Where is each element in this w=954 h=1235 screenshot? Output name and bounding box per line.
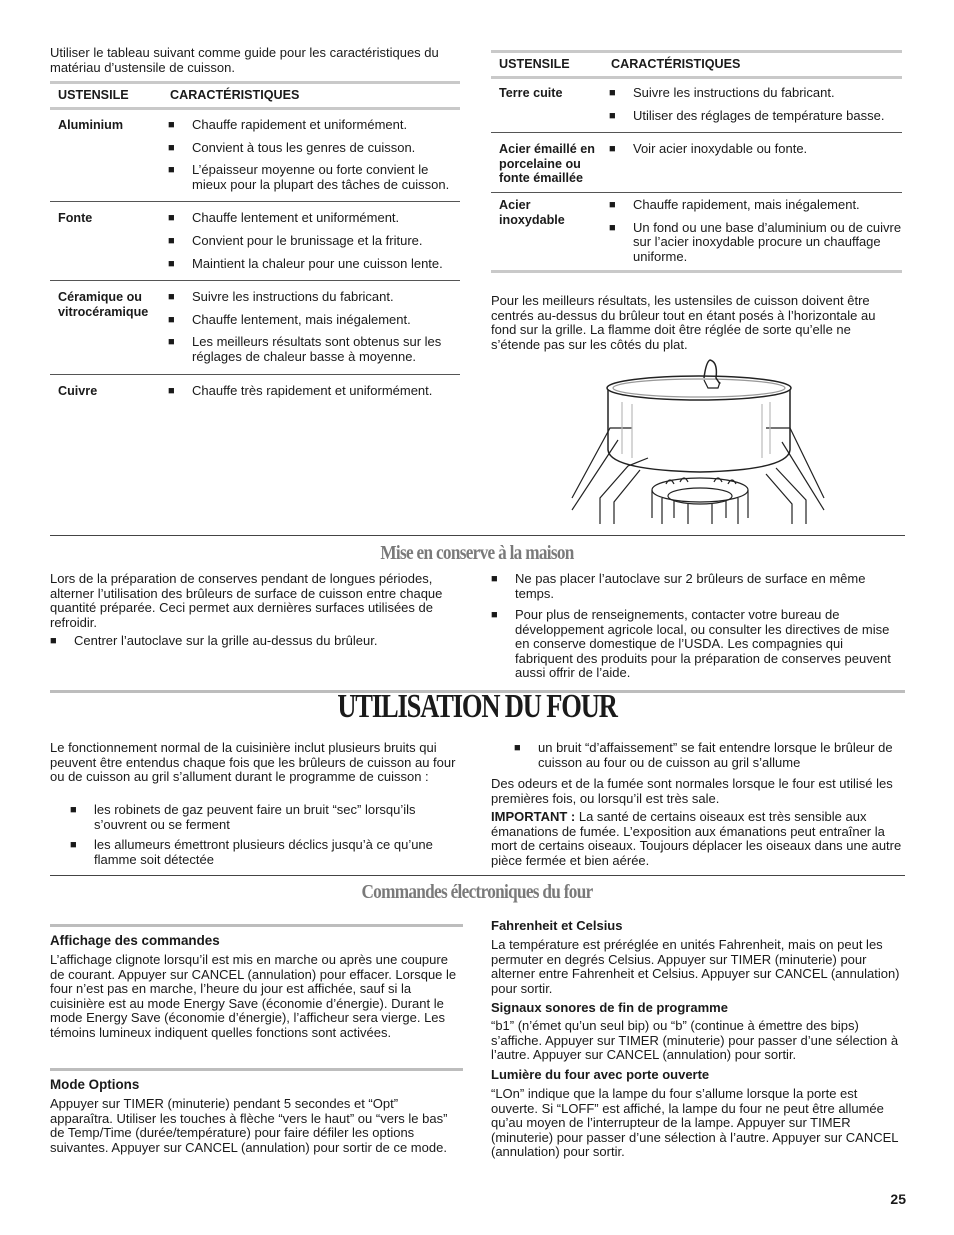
cookware-name: Fonte (58, 211, 93, 226)
characteristic: L’épaisseur moyenne ou forte convient le mieux pour la plupart des tâches de cuisson. (192, 162, 450, 192)
subsection-bar (50, 924, 463, 927)
list-item-text: les robinets de gaz peuvent faire un bruit “sec” lorsqu’ils s’ouvrent ou se ferment (94, 802, 416, 832)
list-item (70, 803, 462, 832)
bullet-icon: ■ (491, 609, 498, 621)
list-item (70, 838, 462, 867)
table-header (50, 81, 460, 110)
bullet-icon: ■ (514, 742, 521, 754)
page-title: UTILISATION DU FOUR (337, 688, 617, 725)
bullet-icon: ■ (609, 221, 616, 234)
header-characteristics: CARACTÉRISTIQUES (170, 88, 300, 103)
table-header (491, 50, 902, 79)
bullet-icon: ■ (168, 384, 175, 397)
list-item-text: Pour plus de renseignements, contacter votre bureau de développement agricole local, ou consulter les directives de mise en conserve domestique de l’USDA. Les compagnies qui fabriquent des produits pour la préparation de conserves peuvent aussi offrir de l’aide. (515, 607, 891, 681)
page-number: 25 (890, 1191, 906, 1207)
mode-paragraph: Appuyer sur TIMER (minuterie) pendant 5 secondes et “Opt” apparaîtra. Utiliser les touches à flèche “vers le haut” ou “vers le bas” de Temp/Time (durée/température) pour faire défiler les options suivantes. Appuyer sur CANCEL (annulation) pour sortir de ce mode. (50, 1096, 448, 1155)
list-item-text: les allumeurs émettront plusieurs déclics jusqu’à ce qu’une flamme soit détectée (94, 837, 433, 867)
intro-text: Utiliser le tableau suivant comme guide pour les caractéristiques du matériau d’ustensile de cuisson. (50, 45, 439, 75)
characteristic: Les meilleurs résultats sont obtenus sur les réglages de chaleur basse à moyenne. (192, 334, 442, 364)
cookware-name: Acier émaillé en porcelaine ou fonte émaillée (499, 142, 595, 186)
header-characteristics: CARACTÉRISTIQUES (611, 57, 741, 72)
bullet-icon: ■ (168, 336, 175, 349)
bullet-icon: ■ (168, 257, 175, 270)
lamp-paragraph: “LOn” indique que la lampe du four s’allume lorsque la porte est ouverte. Si “LOFF” est affiché, la lampe du four ne peut être allumée qu’au moyen de l’interrupteur de la lampe. Appuyer sur TIMER (minuterie) pour passer d’une sélection à l’autre. Appuyer sur CANCEL (annulation) pour sortir. (491, 1086, 899, 1160)
characteristic: Chauffe lentement et uniformément. (192, 210, 400, 226)
canning-title: Mise en conserve à la maison (380, 542, 574, 564)
table-row (50, 281, 460, 374)
display-paragraph: L’affichage clignote lorsqu’il est mis en marche ou après une coupure de courant. Appuyer sur CANCEL (annulation) pour effacer. Lorsque le four n’est pas en marche, l’heure du jour est affichée, sauf si la cuisinière est au mode Energy Save (économie d’énergie). Durant le mode Energy Save (économie d’énergie), l’afficheur sera vierge. Les témoins lumineux indiquent quelles fonctions sont activées. (50, 952, 457, 1040)
characteristic: Maintient la chaleur pour une cuisson lente. (192, 255, 443, 271)
cookware-name: Céramique ou vitrocéramique (58, 290, 149, 319)
bullet-icon: ■ (168, 141, 175, 154)
table-row (491, 133, 902, 193)
characteristic: Utiliser des réglages de température basse. (633, 107, 885, 123)
bullet-icon: ■ (168, 212, 175, 225)
table-row (50, 202, 460, 281)
bullet-icon: ■ (168, 119, 175, 131)
important-label: IMPORTANT : (491, 809, 576, 824)
list-item (514, 741, 904, 770)
table-row (491, 79, 902, 133)
bullet-icon: ■ (609, 143, 616, 156)
characteristic: Chauffe lentement, mais inégalement. (192, 311, 411, 327)
signals-paragraph: “b1” (n’émet qu’un seul bip) ou “b” (continue à émettre des bips) s’affiche. Appuyer sur TIMER (minuterie) pour passer d’une sélection à l’autre. Appuyer sur CANCEL (annulation) pour sortir. (491, 1018, 899, 1063)
controls-title: Commandes électroniques du four (361, 881, 593, 903)
bullet-icon: ■ (609, 109, 616, 122)
bullet-icon: ■ (491, 573, 498, 585)
pot-on-burner-illustration (570, 358, 826, 528)
cookware-name: Acier inoxydable (499, 197, 565, 227)
bullet-icon: ■ (50, 635, 57, 647)
list-item-text: un bruit “d’affaissement” se fait entendre lorsque le brûleur de cuisson au four ou de cuisson au gril s’allume (538, 740, 893, 770)
lamp-heading: Lumière du four avec porte ouverte (491, 1067, 710, 1082)
table-row (50, 110, 460, 202)
cookware-table-left (50, 81, 460, 475)
important-body: La santé de certains oiseaux est très sensible aux émanations de fumée. L’exposition aux émanations peut entraîner la mort de certains oiseaux. Toujours déplacer les oiseaux dans une autre pièce fermée et bien aérée. (491, 809, 902, 868)
bullet-icon: ■ (168, 234, 175, 247)
list-item (491, 608, 902, 681)
bullet-icon: ■ (609, 198, 616, 211)
fahrenheit-heading: Fahrenheit et Celsius (491, 918, 623, 933)
characteristic: Chauffe rapidement et uniformément. (192, 117, 408, 132)
display-heading: Affichage des commandes (50, 933, 220, 948)
list-item-text: Centrer l’autoclave sur la grille au-dessus du brûleur. (74, 633, 378, 648)
best-results-text: Pour les meilleurs résultats, les ustensiles de cuisson doivent être centrés au-dessus du brûleur tout en étant posés à l’horizontale au fond sur la grille. La flamme doit être réglée de sorte qu’elle ne s’étende pas sur les côtés du plat. (491, 293, 876, 352)
characteristic: Chauffe très rapidement et uniformément. (192, 382, 433, 398)
cookware-name: Cuivre (58, 383, 98, 398)
list-item (50, 634, 460, 649)
table-row (50, 375, 460, 475)
characteristic: Suivre les instructions du fabricant. (192, 289, 394, 305)
characteristic: Un fond ou une base d’aluminium ou de cuivre sur l’acier inoxydable procure un chauffage uniforme. (633, 219, 902, 264)
section-divider (50, 535, 905, 536)
cookware-name: Terre cuite (499, 86, 563, 100)
oven-paragraph: Le fonctionnement normal de la cuisinière inclut plusieurs bruits qui peuvent être entendus chaque fois que les brûleurs de cuisson au four ou de cuisson au gril s’allument durant le programme de cuisson : (50, 740, 456, 785)
bullet-icon: ■ (70, 839, 77, 851)
cookware-name: Aluminium (58, 118, 124, 132)
list-item-text: Ne pas placer l’autoclave sur 2 brûleurs de surface en même temps. (515, 571, 866, 601)
bullet-icon: ■ (168, 313, 175, 326)
characteristic: Voir acier inoxydable ou fonte. (633, 141, 808, 157)
odors-text: Des odeurs et de la fumée sont normales lorsque le four est utilisé les premières fois, ou lorsqu’il est très sale. (491, 776, 893, 806)
bullet-icon: ■ (70, 804, 77, 816)
canning-paragraph: Lors de la préparation de conserves pendant de longues périodes, alterner l’utilisation des brûleurs de surface de cuisson entre chaque quantité préparée. Ceci permet aux dernières surfaces utilisées de refroidir. (50, 571, 443, 630)
characteristic: Convient à tous les genres de cuisson. (192, 139, 416, 155)
bullet-icon: ■ (168, 291, 175, 304)
header-cookware: USTENSILE (58, 88, 129, 103)
section-divider (50, 875, 905, 876)
important-text (491, 810, 902, 868)
cookware-table-right (491, 50, 902, 273)
table-row (491, 193, 902, 273)
characteristic: Suivre les instructions du fabricant. (633, 85, 835, 100)
list-item (491, 572, 902, 601)
characteristic: Chauffe rapidement, mais inégalement. (633, 196, 860, 212)
characteristic: Convient pour le brunissage et la friture. (192, 232, 423, 248)
subsection-bar (50, 1068, 463, 1071)
signals-heading: Signaux sonores de fin de programme (491, 1000, 728, 1015)
bullet-icon: ■ (168, 164, 175, 177)
fahrenheit-paragraph: La température est préréglée en unités Fahrenheit, mais on peut les permuter en degrés Celsius. Appuyer sur TIMER (minuterie) pour alterner entre Fahrenheit et Celsius. Appuyer sur CANCEL (annulation) pour sortir. (491, 937, 900, 996)
mode-heading: Mode Options (50, 1077, 140, 1092)
header-cookware: USTENSILE (499, 57, 570, 72)
bullet-icon: ■ (609, 87, 616, 99)
